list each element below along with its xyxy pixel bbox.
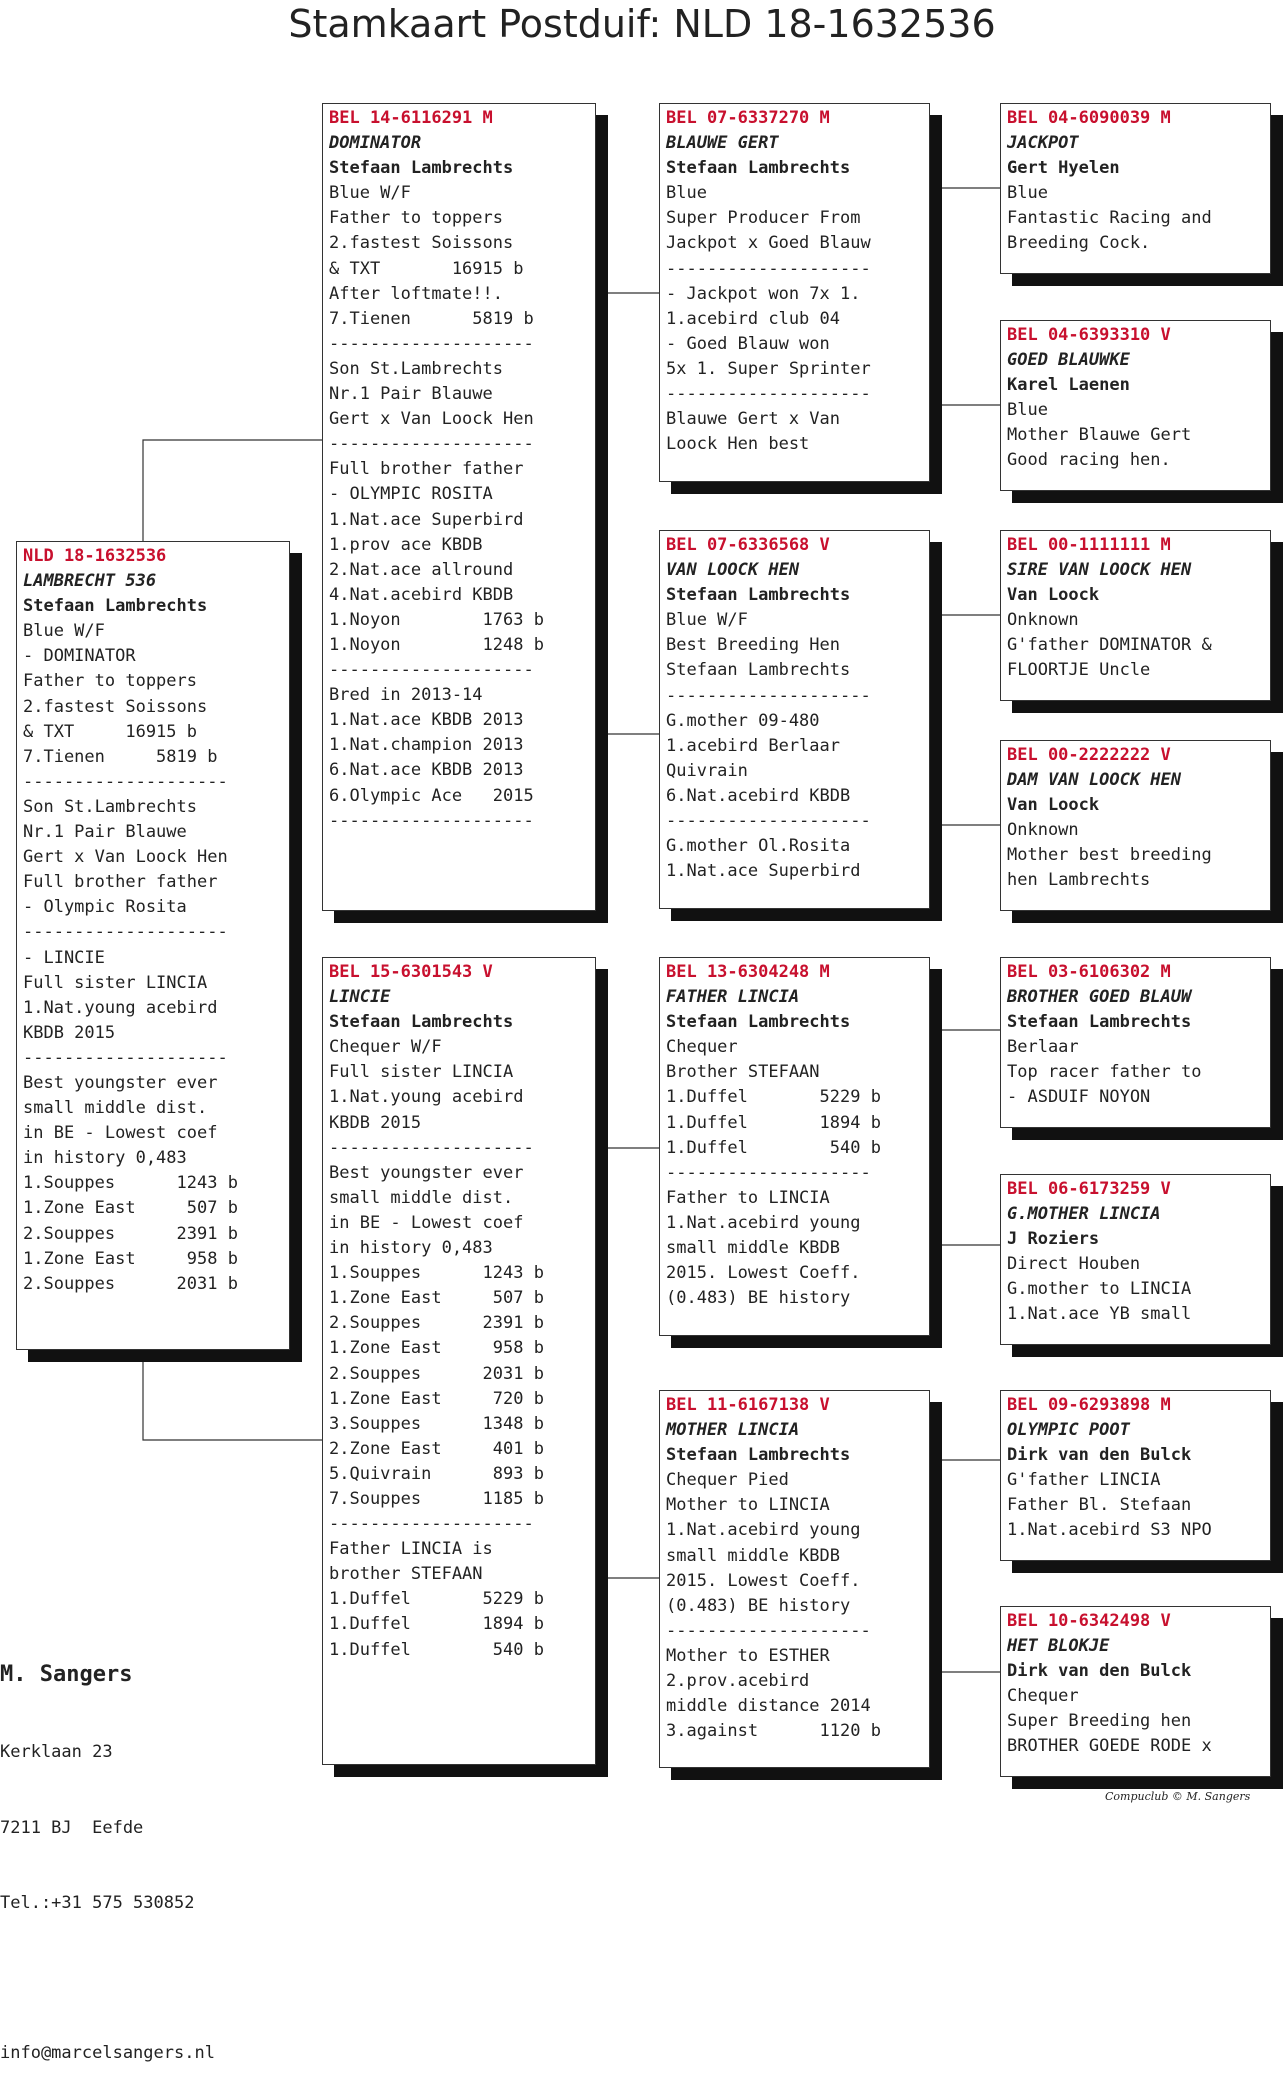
info-line: 2.fastest Soissons <box>329 233 514 254</box>
info-line: 7.Tienen 5819 b <box>23 746 218 767</box>
ring-number: BEL 04-6090039 M <box>1007 108 1171 128</box>
result-line: 1.Noyon 1248 b <box>329 634 544 655</box>
separator-line: -------------------- <box>329 1137 534 1158</box>
ring-number: BEL 09-6293898 M <box>1007 1395 1171 1415</box>
info-line: brother STEFAAN <box>329 1564 483 1585</box>
pigeon-card-mfm[interactable] <box>1000 1174 1271 1345</box>
pigeon-name: DOMINATOR <box>329 133 422 154</box>
info-line: Mother best breeding <box>1007 845 1212 866</box>
pigeon-name: LINCIE <box>329 987 391 1008</box>
info-line: in history 0,483 <box>329 1238 493 1259</box>
info-line: 2.prov.acebird <box>666 1671 810 1692</box>
pigeon-card-father-father[interactable] <box>659 103 930 482</box>
breeder-name: Stefaan Lambrechts <box>329 1012 514 1033</box>
separator-line: -------------------- <box>329 434 534 455</box>
result-line: 1.Zone East 720 b <box>329 1388 544 1409</box>
breeder-name: Van Loock <box>1007 795 1100 816</box>
ring-number: BEL 04-6393310 V <box>1007 325 1171 345</box>
pigeon-card-ffm[interactable] <box>1000 320 1271 491</box>
info-line: middle distance 2014 <box>666 1696 871 1717</box>
info-line: Onknown <box>1007 820 1079 841</box>
separator-line: -------------------- <box>329 333 534 354</box>
separator-line: -------------------- <box>666 1162 871 1183</box>
pigeon-name: HET BLOKJE <box>1007 1636 1110 1657</box>
info-line: Super Breeding hen <box>1007 1711 1192 1732</box>
ring-number: BEL 07-6336568 V <box>666 535 830 555</box>
separator-line: -------------------- <box>666 811 871 832</box>
info-line: 1.prov ace KBDB <box>329 534 483 555</box>
pigeon-card-mother-father[interactable] <box>659 957 930 1336</box>
pigeon-card-fff[interactable] <box>1000 103 1271 274</box>
info-line: Loock Hen best <box>666 434 810 455</box>
info-line: in BE - Lowest coef <box>329 1212 524 1233</box>
info-line: (0.483) BE history <box>666 1595 851 1616</box>
pigeon-name: BROTHER GOED BLAUW <box>1007 987 1192 1008</box>
info-line: BROTHER GOEDE RODE x <box>1007 1736 1212 1757</box>
pigeon-name: GOED BLAUWKE <box>1007 350 1130 371</box>
info-line: KBDB 2015 <box>23 1022 116 1043</box>
result-line: 3.against 1120 b <box>666 1721 881 1742</box>
info-line: 6.Nat.acebird KBDB <box>666 785 851 806</box>
info-line: Chequer W/F <box>329 1037 442 1058</box>
info-line: in BE - Lowest coef <box>23 1123 218 1144</box>
result-line: 2.Souppes 2031 b <box>23 1273 238 1294</box>
result-line: 1.Zone East 958 b <box>329 1338 544 1359</box>
result-line: 1.Duffel 5229 b <box>329 1589 544 1610</box>
info-line: Father LINCIA is <box>329 1539 493 1560</box>
owner-email[interactable]: info@marcelsangers.nl <box>0 2043 215 2064</box>
result-line: 1.Zone East 958 b <box>23 1248 238 1269</box>
result-line: 3.Souppes 1348 b <box>329 1413 544 1434</box>
pigeon-name: DAM VAN LOOCK HEN <box>1007 770 1181 791</box>
info-line: (0.483) BE history <box>666 1288 851 1309</box>
result-line: 5.Quivrain 893 b <box>329 1463 544 1484</box>
info-line: Father to toppers <box>23 671 197 692</box>
info-line: Mother Blauwe Gert <box>1007 425 1192 446</box>
owner-name: M. Sangers <box>0 1662 133 1688</box>
pigeon-name: VAN LOOCK HEN <box>666 560 800 581</box>
info-line: Bred in 2013-14 <box>329 685 483 706</box>
info-line: Super Producer From <box>666 208 861 229</box>
ring-number: BEL 10-6342498 V <box>1007 1611 1171 1631</box>
result-line: 1.Duffel 1894 b <box>329 1614 544 1635</box>
info-line: hen Lambrechts <box>1007 870 1151 891</box>
info-line: Nr.1 Pair Blauwe <box>329 384 493 405</box>
breeder-name: Stefaan Lambrechts <box>329 158 514 179</box>
info-line: Chequer Pied <box>666 1470 789 1491</box>
info-line: 1.Nat.acebird young <box>666 1520 861 1541</box>
info-line: 4.Nat.acebird KBDB <box>329 584 514 605</box>
info-line: G.mother Ol.Rosita <box>666 836 851 857</box>
separator-line: -------------------- <box>23 1047 228 1068</box>
separator-line: -------------------- <box>666 258 871 279</box>
info-line: 6.Olympic Ace 2015 <box>329 785 534 806</box>
ring-number: BEL 07-6337270 M <box>666 108 830 128</box>
info-line: 2015. Lowest Coeff. <box>666 1263 861 1284</box>
separator-line: -------------------- <box>23 922 228 943</box>
info-line: After loftmate!!. <box>329 283 503 304</box>
breeder-name: Karel Laenen <box>1007 375 1130 396</box>
info-line: Blue W/F <box>666 610 748 631</box>
info-line: Gert x Van Loock Hen <box>23 847 228 868</box>
pigeon-card-mmm[interactable] <box>1000 1606 1271 1777</box>
info-line: 2015. Lowest Coeff. <box>666 1570 861 1591</box>
ring-number: BEL 15-6301543 V <box>329 962 493 982</box>
pigeon-name: BLAUWE GERT <box>666 133 779 154</box>
info-line: 1.acebird club 04 <box>666 308 840 329</box>
info-line: Full sister LINCIA <box>23 972 208 993</box>
ring-number: BEL 06-6173259 V <box>1007 1179 1171 1199</box>
breeder-name: Stefaan Lambrechts <box>1007 1012 1192 1033</box>
result-line: 1.Duffel 5229 b <box>666 1087 881 1108</box>
pigeon-card-father[interactable] <box>322 103 596 911</box>
info-line: Brother STEFAAN <box>666 1062 820 1083</box>
info-line: - ASDUIF NOYON <box>1007 1087 1151 1108</box>
info-line: Blue W/F <box>329 183 411 204</box>
page-title: Stamkaart Postduif: NLD 18-1632536 <box>288 2 996 46</box>
info-line: G'father LINCIA <box>1007 1470 1161 1491</box>
ring-number: BEL 00-2222222 V <box>1007 745 1171 765</box>
result-line: 1.Duffel 540 b <box>329 1639 544 1660</box>
pigeon-card-father-mother[interactable] <box>659 530 930 909</box>
info-line: FLOORTJE Uncle <box>1007 660 1151 681</box>
info-line: 1.Nat.acebird S3 NPO <box>1007 1520 1212 1541</box>
breeder-name: J Roziers <box>1007 1229 1100 1250</box>
info-line: 5x 1. Super Sprinter <box>666 358 871 379</box>
info-line: 1.Nat.ace KBDB 2013 <box>329 710 524 731</box>
breeder-name: Gert Hyelen <box>1007 158 1120 179</box>
ring-number: BEL 11-6167138 V <box>666 1395 830 1415</box>
info-line: Father to toppers <box>329 208 503 229</box>
pigeon-card-mmf[interactable] <box>1000 1390 1271 1561</box>
result-line: 1.Zone East 507 b <box>329 1288 544 1309</box>
result-line: 1.Noyon 1763 b <box>329 609 544 630</box>
breeder-name: Stefaan Lambrechts <box>666 1445 851 1466</box>
result-line: 1.Souppes 1243 b <box>329 1263 544 1284</box>
info-line: & TXT 16915 b <box>329 258 524 279</box>
info-line: Full brother father <box>23 872 218 893</box>
pigeon-card-fmf[interactable] <box>1000 530 1271 701</box>
info-line: G'father DOMINATOR & <box>1007 635 1212 656</box>
info-line: 1.Nat.champion 2013 <box>329 735 524 756</box>
info-line: Full brother father <box>329 459 524 480</box>
pigeon-card-fmm[interactable] <box>1000 740 1271 911</box>
info-line: - Olympic Rosita <box>23 897 187 918</box>
info-line: 1.Nat.young acebird <box>23 997 218 1018</box>
info-line: 1.acebird Berlaar <box>666 735 840 756</box>
info-line: - Jackpot won 7x 1. <box>666 283 861 304</box>
info-line: Gert x Van Loock Hen <box>329 409 534 430</box>
info-line: 7.Tienen 5819 b <box>329 308 534 329</box>
pigeon-card-mother[interactable] <box>322 957 596 1765</box>
footer-credit: Compuclub © M. Sangers <box>1105 1790 1251 1803</box>
info-line: Blauwe Gert x Van <box>666 409 840 430</box>
pigeon-name: OLYMPIC POOT <box>1007 1420 1130 1441</box>
result-line: 1.Duffel 1894 b <box>666 1112 881 1133</box>
info-line: Best youngster ever <box>329 1162 524 1183</box>
info-line: 1.Nat.ace YB small <box>1007 1304 1192 1325</box>
info-line: Nr.1 Pair Blauwe <box>23 822 187 843</box>
info-line: 6.Nat.ace KBDB 2013 <box>329 760 524 781</box>
info-line: Top racer father to <box>1007 1062 1202 1083</box>
info-line: in history 0,483 <box>23 1148 187 1169</box>
separator-line: -------------------- <box>666 1620 871 1641</box>
info-line: Father Bl. Stefaan <box>1007 1495 1192 1516</box>
separator-line: -------------------- <box>23 771 228 792</box>
breeder-name: Stefaan Lambrechts <box>666 1012 851 1033</box>
separator-line: -------------------- <box>666 685 871 706</box>
info-line: Father to LINCIA <box>666 1187 830 1208</box>
owner-city: 7211 BJ Eefde <box>0 1817 144 1838</box>
info-line: Onknown <box>1007 610 1079 631</box>
info-line: Mother to LINCIA <box>666 1495 830 1516</box>
info-line: KBDB 2015 <box>329 1112 422 1133</box>
info-line: Stefaan Lambrechts <box>666 660 851 681</box>
ring-number: BEL 00-1111111 M <box>1007 535 1171 555</box>
info-line: Blue W/F <box>23 621 105 642</box>
pigeon-name: SIRE VAN LOOCK HEN <box>1007 560 1192 581</box>
breeder-name: Van Loock <box>1007 585 1100 606</box>
pigeon-card-subject[interactable] <box>16 541 290 1350</box>
pigeon-name: JACKPOT <box>1007 133 1079 154</box>
info-line: G.mother 09-480 <box>666 710 820 731</box>
result-line: 2.Souppes 2031 b <box>329 1363 544 1384</box>
info-line: small middle KBDB <box>666 1238 840 1259</box>
separator-line: -------------------- <box>329 810 534 831</box>
info-line: & TXT 16915 b <box>23 721 197 742</box>
owner-address-block <box>0 1610 215 2092</box>
info-line: Son St.Lambrechts <box>329 358 503 379</box>
breeder-name: Stefaan Lambrechts <box>666 158 851 179</box>
info-line: Blue <box>1007 400 1048 421</box>
result-line: 2.Souppes 2391 b <box>23 1223 238 1244</box>
info-line: Breeding Cock. <box>1007 233 1151 254</box>
ring-number: BEL 03-6106302 M <box>1007 962 1171 982</box>
separator-line: -------------------- <box>666 384 871 405</box>
info-line: Best youngster ever <box>23 1072 218 1093</box>
result-line: 2.Souppes 2391 b <box>329 1313 544 1334</box>
info-line: 1.Nat.young acebird <box>329 1087 524 1108</box>
info-line: - LINCIE <box>23 947 105 968</box>
pigeon-name: LAMBRECHT 536 <box>23 571 157 592</box>
pigeon-card-mff[interactable] <box>1000 957 1271 1128</box>
info-line: Jackpot x Goed Blauw <box>666 233 871 254</box>
info-line: G.mother to LINCIA <box>1007 1279 1192 1300</box>
separator-line: -------------------- <box>329 660 534 681</box>
info-line: - Goed Blauw won <box>666 333 830 354</box>
info-line: Good racing hen. <box>1007 450 1171 471</box>
info-line: - OLYMPIC ROSITA <box>329 484 493 505</box>
info-line: Full sister LINCIA <box>329 1062 514 1083</box>
pigeon-card-mother-mother[interactable] <box>659 1390 930 1768</box>
ring-number: BEL 14-6116291 M <box>329 108 493 128</box>
info-line: - DOMINATOR <box>23 646 136 667</box>
result-line: 7.Souppes 1185 b <box>329 1488 544 1509</box>
breeder-name: Stefaan Lambrechts <box>666 585 851 606</box>
result-line: 1.Zone East 507 b <box>23 1198 238 1219</box>
result-line: 1.Duffel 540 b <box>666 1137 881 1158</box>
info-line: Quivrain <box>666 760 748 781</box>
info-line: 1.Nat.ace Superbird <box>329 509 524 530</box>
result-line: 2.Zone East 401 b <box>329 1438 544 1459</box>
info-line: Son St.Lambrechts <box>23 796 197 817</box>
breeder-name: Stefaan Lambrechts <box>23 596 208 617</box>
info-line: small middle KBDB <box>666 1545 840 1566</box>
info-line: 2.fastest Soissons <box>23 696 208 717</box>
info-line: Berlaar <box>1007 1037 1079 1058</box>
info-line: Chequer <box>666 1037 738 1058</box>
result-line: 1.Souppes 1243 b <box>23 1173 238 1194</box>
separator-line: -------------------- <box>329 1514 534 1535</box>
ring-number: BEL 13-6304248 M <box>666 962 830 982</box>
info-line: 2.Nat.ace allround <box>329 559 514 580</box>
info-line: 1.Nat.ace Superbird <box>666 861 861 882</box>
info-line: 1.Nat.acebird young <box>666 1212 861 1233</box>
breeder-name: Dirk van den Bulck <box>1007 1661 1192 1682</box>
info-line: Blue <box>1007 183 1048 204</box>
owner-street: Kerklaan 23 <box>0 1742 113 1763</box>
pigeon-name: FATHER LINCIA <box>666 987 800 1008</box>
info-line: Chequer <box>1007 1686 1079 1707</box>
pigeon-name: G.MOTHER LINCIA <box>1007 1204 1161 1225</box>
owner-phone: Tel.:+31 575 530852 <box>0 1892 195 1913</box>
info-line: small middle dist. <box>329 1187 514 1208</box>
info-line: small middle dist. <box>23 1098 208 1119</box>
info-line: Direct Houben <box>1007 1254 1141 1275</box>
info-line: Best Breeding Hen <box>666 635 840 656</box>
pigeon-name: MOTHER LINCIA <box>666 1420 800 1441</box>
breeder-name: Dirk van den Bulck <box>1007 1445 1192 1466</box>
info-line: Mother to ESTHER <box>666 1645 830 1666</box>
ring-number: NLD 18-1632536 <box>23 546 167 566</box>
info-line: Fantastic Racing and <box>1007 208 1212 229</box>
info-line: Blue <box>666 183 707 204</box>
